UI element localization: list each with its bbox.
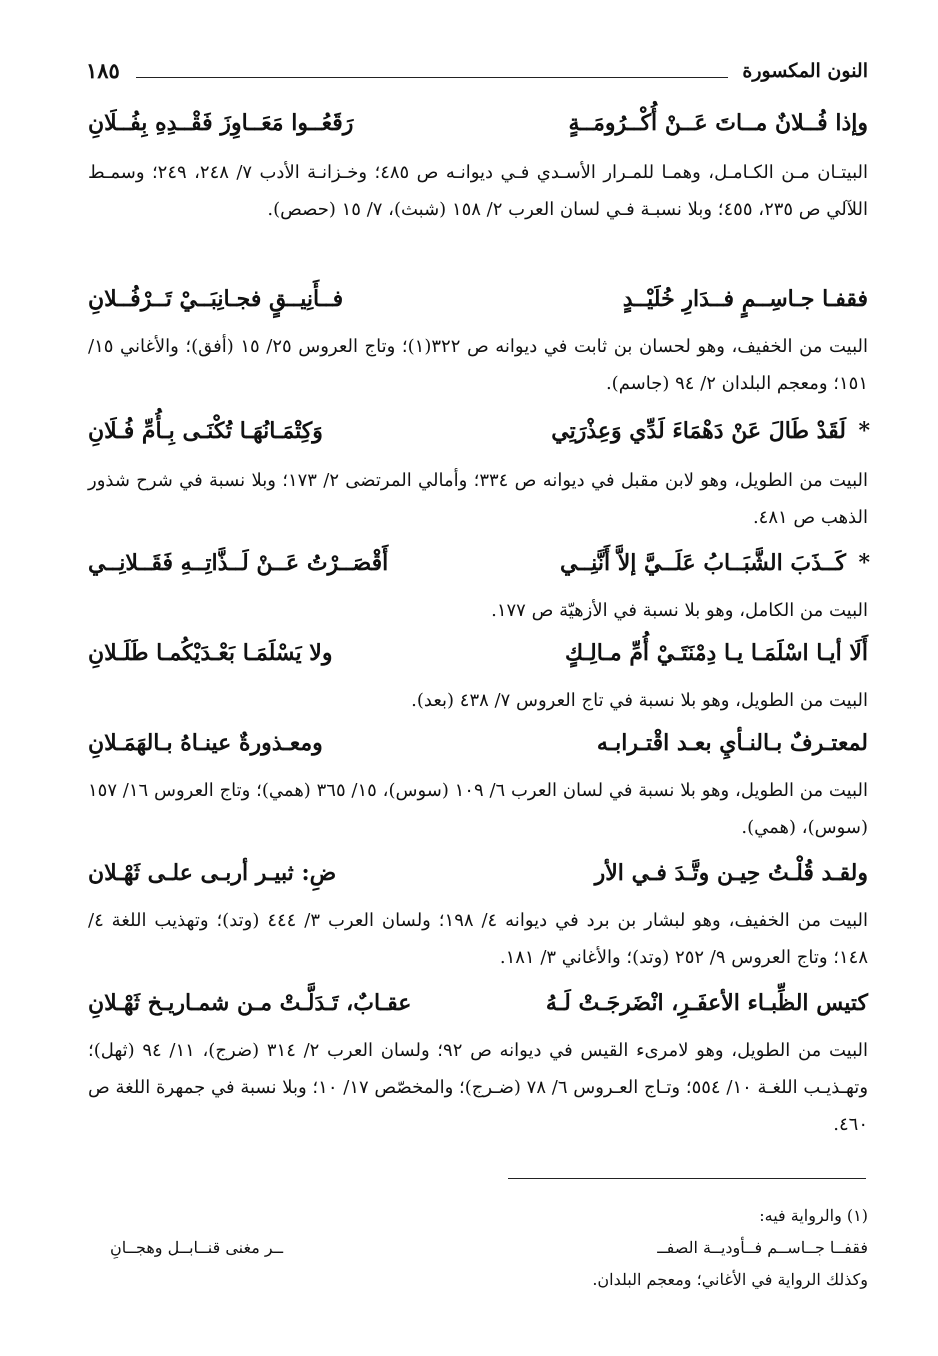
second-hemistich: وَكِتْمَـانُهَـا تُكْنَـى بِـأُمِّ فُـلَانِ [88, 418, 323, 444]
verse-line [88, 726, 868, 770]
second-hemistich: ومعـذورةٌ عينـاهُ بـالهَمَـلانِ [88, 730, 323, 756]
verse-line [88, 282, 868, 326]
first-hemistich: كتيس الظِّبـاء الأعفَـرِ، انْضَرجَـتْ لَـهُ [545, 990, 868, 1016]
first-hemistich: كَــذَبَ الشَّبَــابُ عَلَــيَّ إلاَّ أَنَّنِــي [559, 550, 846, 576]
first-hemistich: فقفـا جـاسِــمٍ فــدَارِ خُلَيْــدٍ [622, 286, 868, 312]
first-hemistich: ولقـد قُلْـتُ حِيـن وتَّـدَ فـي الأر [594, 860, 868, 886]
footnote-closing: وكذلك الرواية في الأغاني؛ ومعجم البلدان. [592, 1270, 868, 1289]
verse-commentary: البيتـان مـن الكـامـل، وهمـا للمـرار الأسـدي فـي ديوانـه ص ٤٨٥؛ وخـزانـة الأدب ٧/ ٢٤٨، ٢٤٩؛ وسمـط اللآلي ص ٢٣٥، ٤٥٥؛ وبلا نسبـة فـي لسان العرب ٢/ ١٥٨ (شبث)، ٧/ ١٥ (حصص). [88, 162, 868, 220]
footnote-second-hemistich: ــر مغنى قنــابــل وهجــانِ [110, 1238, 284, 1257]
verse-line [88, 986, 868, 1030]
verse-line [88, 856, 868, 900]
verse-commentary: البيت من الطويل، وهو لابن مقبل في ديوانه ص ٣٣٤؛ وأمالي المرتضى ٢/ ١٧٣؛ وبلا نسبة في شرح شذور الذهب ص ٤٨١. [88, 470, 868, 528]
star-marker: * [858, 550, 870, 576]
star-marker: * [858, 418, 870, 444]
second-hemistich: ولا يَسْلَمَـا بَعْـدَيْكُمـا طَلَـلانِ [88, 640, 333, 666]
verse-commentary: البيت من الكامل، وهو بلا نسبة في الأزهيّة ص ١٧٧. [491, 600, 868, 621]
footnote-first-hemistich: فقفــا جــاســم فــأوديــة الصفــ [657, 1238, 868, 1257]
second-hemistich: ضِ: ثبيـر أربـى علـى ثَهْـلان [88, 860, 337, 886]
verse-commentary: البيت من الطويل، وهو لامرىء القيس في ديوانه ص ٩٢؛ ولسان العرب ٢/ ٣١٤ (ضرج)، ١١/ ٩٤ (ثهل)؛ وتهـذيـب اللغـة ١٠/ ٥٥٤؛ وتـاج العـروس ٦/ ٧٨ (ضـرج)؛ والمخصّص ١٧/ ١٠؛ وبلا نسبة في جمهرة اللغة ص ٤٦٠. [88, 1040, 869, 1135]
second-hemistich: فــأَنِيــقٍ فجـانِبَــيْ تَــرْفُــلانِ [88, 286, 344, 312]
running-header [86, 58, 868, 92]
second-hemistich: أَقْصَــرْتُ عَــنْ لَــذَّاتِــهِ فَقَــلانِــي [88, 550, 389, 576]
chapter-title: النون المكسورة [734, 60, 868, 82]
header-rule [136, 77, 728, 78]
verse-commentary: البيت من الخفيف، وهو لبشار بن برد في ديوانه ٤/ ١٩٨؛ ولسان العرب ٣/ ٤٤٤ (وتد)؛ وتهذيب اللغة ٤/ ١٤٨؛ وتاج العروس ٩/ ٢٥٢ (وتد)؛ والأغاني ٣/ ١٨١. [88, 910, 868, 968]
verse-line [88, 546, 868, 590]
second-hemistich: رَقَعُــوا مَعَــاوِزَ فَقْــدِهِ بِفُــلَانِ [88, 110, 354, 136]
page-number: ١٨٥ [86, 58, 128, 83]
verse-line [88, 106, 868, 150]
verse-commentary: البيت من الطويل، وهو بلا نسبة في تاج العروس ٧/ ٤٣٨ (بعد). [411, 690, 868, 711]
first-hemistich: وإذا فُــلانٌ مــاتَ عَــنْ أُكْــرُومَــةٍ [568, 110, 868, 136]
first-hemistich: لمعتـرفٌ بـالنـأيِ بعـد اقْتـرابـه [596, 730, 868, 756]
footnote-rule [508, 1178, 866, 1179]
verse-commentary: البيت من الطويل، وهو بلا نسبة في لسان العرب ٦/ ١٠٩ (سوس)، ١٥/ ٣٦٥ (همي)؛ وتاج العروس ١٦/ ١٥٧ (سوس)، (همي). [88, 780, 868, 838]
first-hemistich: لَقَدْ طَالَ عَنْ دَهْمَاءَ لَدِّي وَعِذْرَتِي [551, 418, 846, 444]
verse-commentary: البيت من الخفيف، وهو لحسان بن ثابت في ديوانه ص ٣٢٢(١)؛ وتاج العروس ٢٥/ ١٥ (أفق)؛ والأغاني ١٥/ ١٥١؛ ومعجم البلدان ٢/ ٩٤ (جاسم). [88, 336, 869, 394]
second-hemistich: عقـابٌ، تَـدَلَّـتْ مـن شمـاريـخ ثَهْـلانِ [88, 990, 412, 1016]
verse-line [88, 414, 868, 458]
first-hemistich: أَلَا أيـا اسْلَمَـا يـا دِمْنَتَـيْ أُمِّ مـالِـكٍ [565, 640, 868, 666]
verse-line [88, 636, 868, 680]
footnote-intro: (١) والرواية فيه: [759, 1206, 868, 1225]
footnote-verse [110, 1238, 868, 1266]
